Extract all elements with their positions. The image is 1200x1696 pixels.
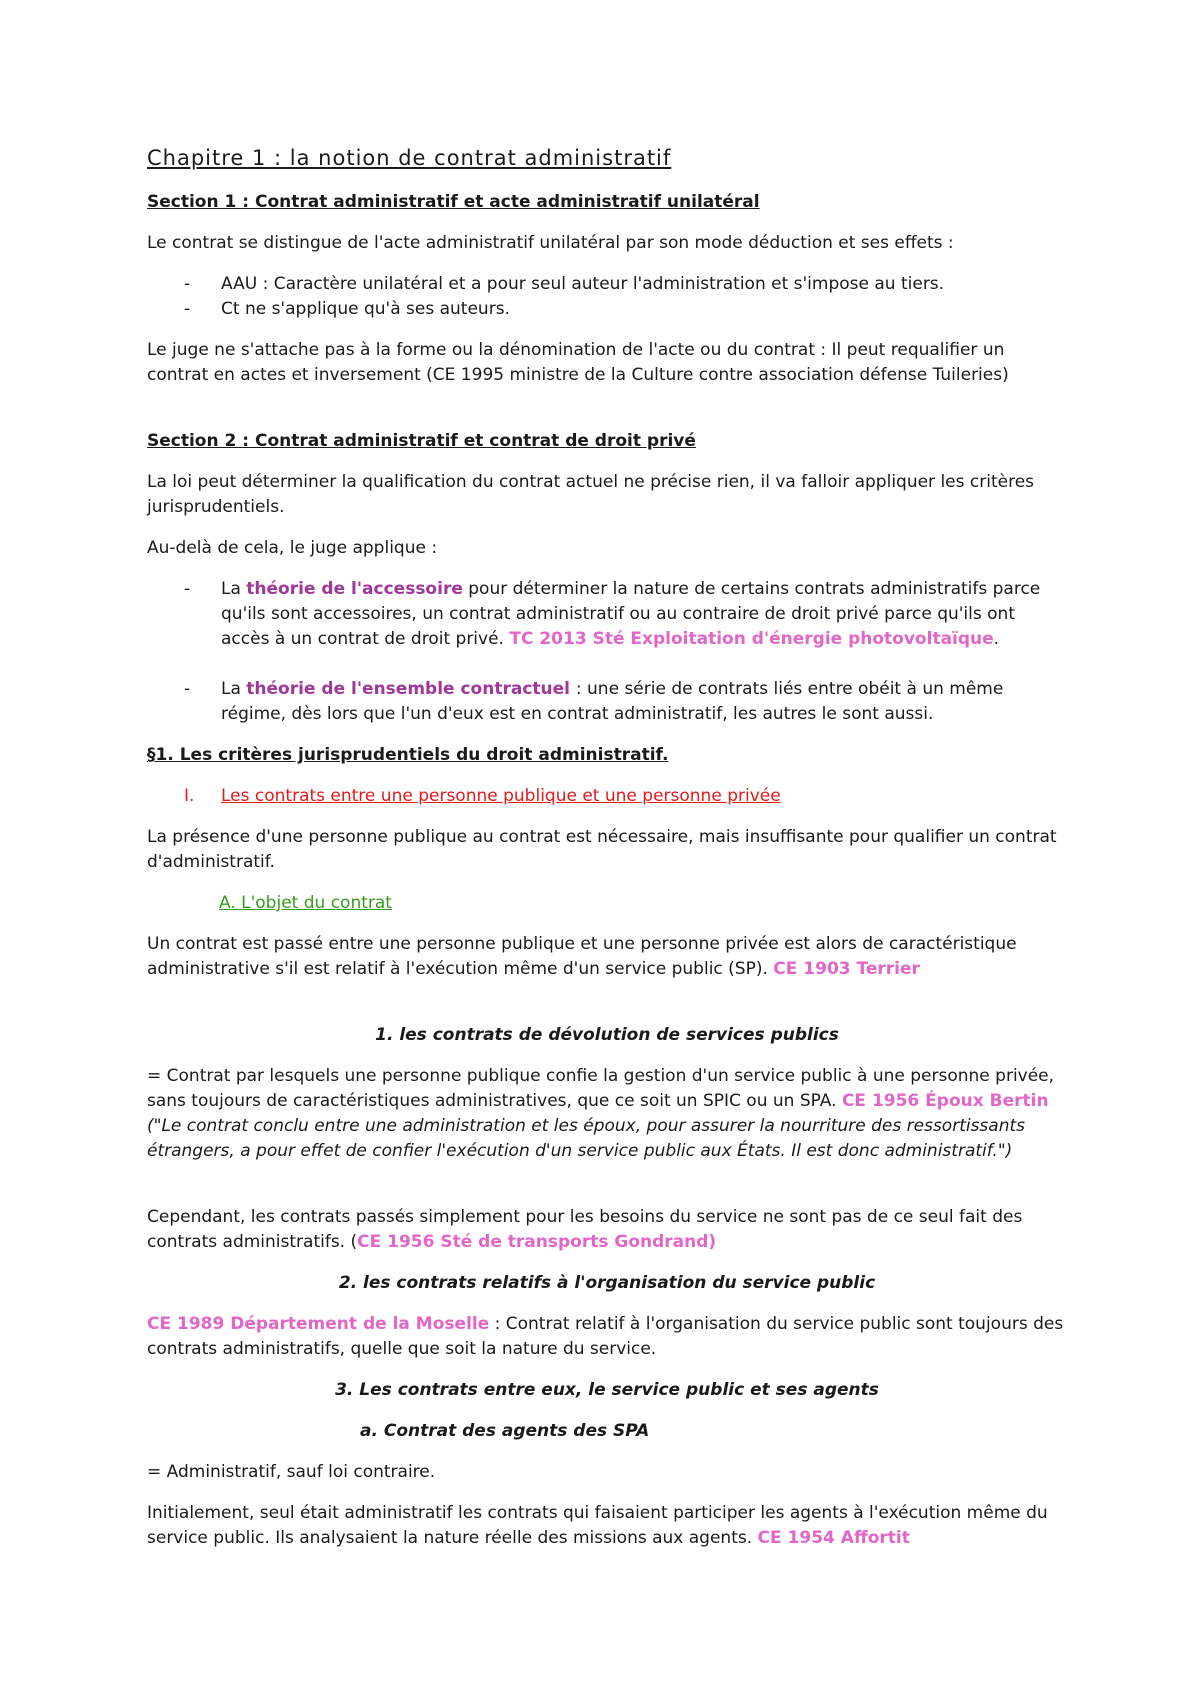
term-highlight: théorie de l'accessoire [246, 579, 463, 599]
case-reference: CE 1956 Époux Bertin [841, 1091, 1049, 1111]
subheading-2: 2. les contrats relatifs à l'organisation du service public [338, 1273, 876, 1293]
list-item-text: AAU : Caractère unilatéral et a pour seul auteur l'administration et s'impose au tiers. [221, 274, 945, 294]
paragraph: = Contrat par lesquels une personne publique confie la gestion d'un service public à une personne privée, sans toujours de caractéristiques administratives, que ce soit un SPIC ou un SPA. CE 1956 Époux Bertin ("Le contrat conclu entre une administration et les époux, pour assurer la nourriture des ressortissants étrangers, a pour effet de confier l'exécution d'un service public aux États. Il est donc administratif.") [147, 1066, 1055, 1161]
bullet-dash: - [184, 274, 191, 294]
paragraph: Un contrat est passé entre une personne publique et une personne privée est alors de caractéristique administrative s'il est relatif à l'exécution même d'un service public (SP). CE 1903 Terrier [147, 934, 1017, 979]
section-1-intro: Le contrat se distingue de l'acte administratif unilatéral par son mode déduction et ses effets : [147, 233, 954, 253]
case-reference: CE 1956 Sté de transports Gondrand) [357, 1232, 717, 1252]
paragraph: = Administratif, sauf loi contraire. [147, 1462, 436, 1482]
section-1-heading: Section 1 : Contrat administratif et acte administratif unilatéral [147, 192, 760, 212]
paragraph: CE 1989 Département de la Moselle : Contrat relatif à l'organisation du service public sont toujours des contrats administratifs, quelle que soit la nature du service. [147, 1314, 1064, 1359]
case-reference: CE 1903 Terrier [773, 959, 920, 979]
section-2-paragraph: Au-delà de cela, le juge applique : [147, 538, 438, 558]
subheading-a: A. L'objet du contrat [219, 893, 392, 913]
paragraph: Initialement, seul était administratif les contrats qui faisaient participer les agents à l'exécution même du service public. Ils analysaient la nature réelle des missions aux agents. CE 1954 Affortit [147, 1503, 1048, 1548]
section-1-paragraph: Le juge ne s'attache pas à la forme ou la dénomination de l'acte ou du contrat : Il peut requalifier un contrat en actes et inversement (CE 1995 ministre de la Culture contre association défense Tuileries) [147, 340, 1009, 385]
case-reference: CE 1954 Affortit [757, 1528, 910, 1548]
paragraph-1-heading: §1. Les critères jurisprudentiels du droit administratif. [147, 745, 669, 765]
subheading-text: Les contrats entre une personne publique et une personne privée [221, 786, 781, 806]
quote: ("Le contrat conclu entre une administration et les époux, pour assurer la nourriture des ressortissants étrangers, a pour effet de confier l'exécution d'un service public aux États. Il est donc administratif.") [147, 1116, 1026, 1161]
roman-numeral: I. [184, 786, 195, 806]
list-item-text: Ct ne s'applique qu'à ses auteurs. [221, 299, 510, 319]
case-reference: CE 1989 Département de la Moselle [147, 1314, 490, 1334]
paragraph: La présence d'une personne publique au contrat est nécessaire, mais insuffisante pour qualifier un contrat d'administratif. [147, 827, 1057, 872]
case-reference: TC 2013 Sté Exploitation d'énergie photovoltaïque [509, 629, 994, 649]
subheading-3: 3. Les contrats entre eux, le service public et ses agents [335, 1380, 879, 1400]
list-item-text: La théorie de l'accessoire pour déterminer la nature de certains contrats administratifs parce qu'ils sont accessoires, un contrat administratif ou au contraire de droit privé parce qu'ils ont accès à un contrat de droit privé. TC 2013 Sté Exploitation d'énergie photovoltaïque. [221, 579, 1041, 649]
subheading-1: 1. les contrats de dévolution de services publics [375, 1025, 839, 1045]
subheading-3a: a. Contrat des agents des SPA [360, 1421, 650, 1441]
bullet-dash: - [184, 679, 191, 699]
section-2-paragraph: La loi peut déterminer la qualification du contrat actuel ne précise rien, il va falloir appliquer les critères jurisprudentiels. [147, 472, 1035, 517]
chapter-title: Chapitre 1 : la notion de contrat administratif [147, 146, 672, 170]
list-item-text: La théorie de l'ensemble contractuel : une série de contrats liés entre obéit à un même régime, dès lors que l'un d'eux est en contrat administratif, les autres le sont aussi. [221, 679, 1004, 724]
term-highlight: théorie de l'ensemble contractuel [246, 679, 576, 699]
bullet-dash: - [184, 579, 191, 599]
section-2-heading: Section 2 : Contrat administratif et contrat de droit privé [147, 431, 696, 451]
paragraph: Cependant, les contrats passés simplement pour les besoins du service ne sont pas de ce seul fait des contrats administratifs. (CE 1956 Sté de transports Gondrand) [147, 1207, 1023, 1252]
bullet-dash: - [184, 299, 191, 319]
